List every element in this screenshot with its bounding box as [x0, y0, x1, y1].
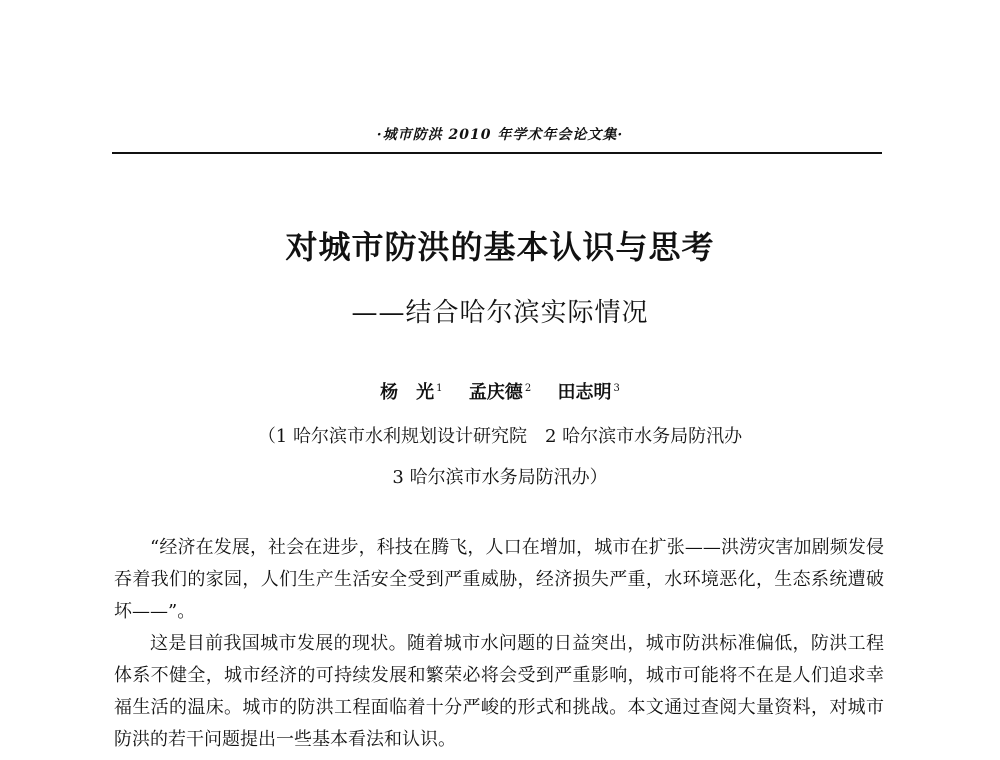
author-name: 杨 光	[380, 382, 435, 403]
header-rule	[112, 152, 882, 154]
author-list	[0, 378, 1000, 404]
body-paragraph-2: 这是目前我国城市发展的现状。随着城市水问题的日益突出，城市防洪标准偏低，防洪工程体系不健全，城市经济的可持续发展和繁荣必将会受到严重影响，城市可能将不在是人们追求幸福生活的温床。城市的防洪工程面临着十分严峻的形式和挑战。本文通过查阅大量资料，对城市防洪的若干问题提出一些基本看法和认识。	[114, 633, 884, 750]
affiliation-line-2: 3 哈尔滨市水务局防汛办）	[392, 467, 608, 488]
author-3	[557, 382, 619, 403]
body-paragraph-1: “经济在发展，社会在进步，科技在腾飞，人口在增加，城市在扩张——洪涝灾害加剧频发侵吞着我们的家园，人们生产生活安全受到严重威胁，经济损失严重，水环境恶化，生态系统遭破坏——”。	[114, 537, 884, 622]
affiliation-mark: 2	[524, 383, 532, 394]
running-header: ·城市防洪 2010 年学术年会论文集·	[376, 127, 624, 143]
paper-subtitle: ——结合哈尔滨实际情况	[351, 298, 649, 328]
affiliation-mark: 1	[436, 383, 443, 394]
affiliation-mark: 3	[613, 383, 620, 394]
author-name: 田志明	[557, 382, 612, 403]
paper-title: 对城市防洪的基本认识与思考	[285, 228, 715, 266]
author-2	[469, 382, 531, 403]
author-name: 孟庆德	[468, 382, 523, 403]
author-1	[380, 382, 442, 403]
body-text	[114, 532, 884, 756]
affiliation-line-1: （1 哈尔滨市水利规划设计研究院 2 哈尔滨市水务局防汛办	[257, 426, 743, 447]
